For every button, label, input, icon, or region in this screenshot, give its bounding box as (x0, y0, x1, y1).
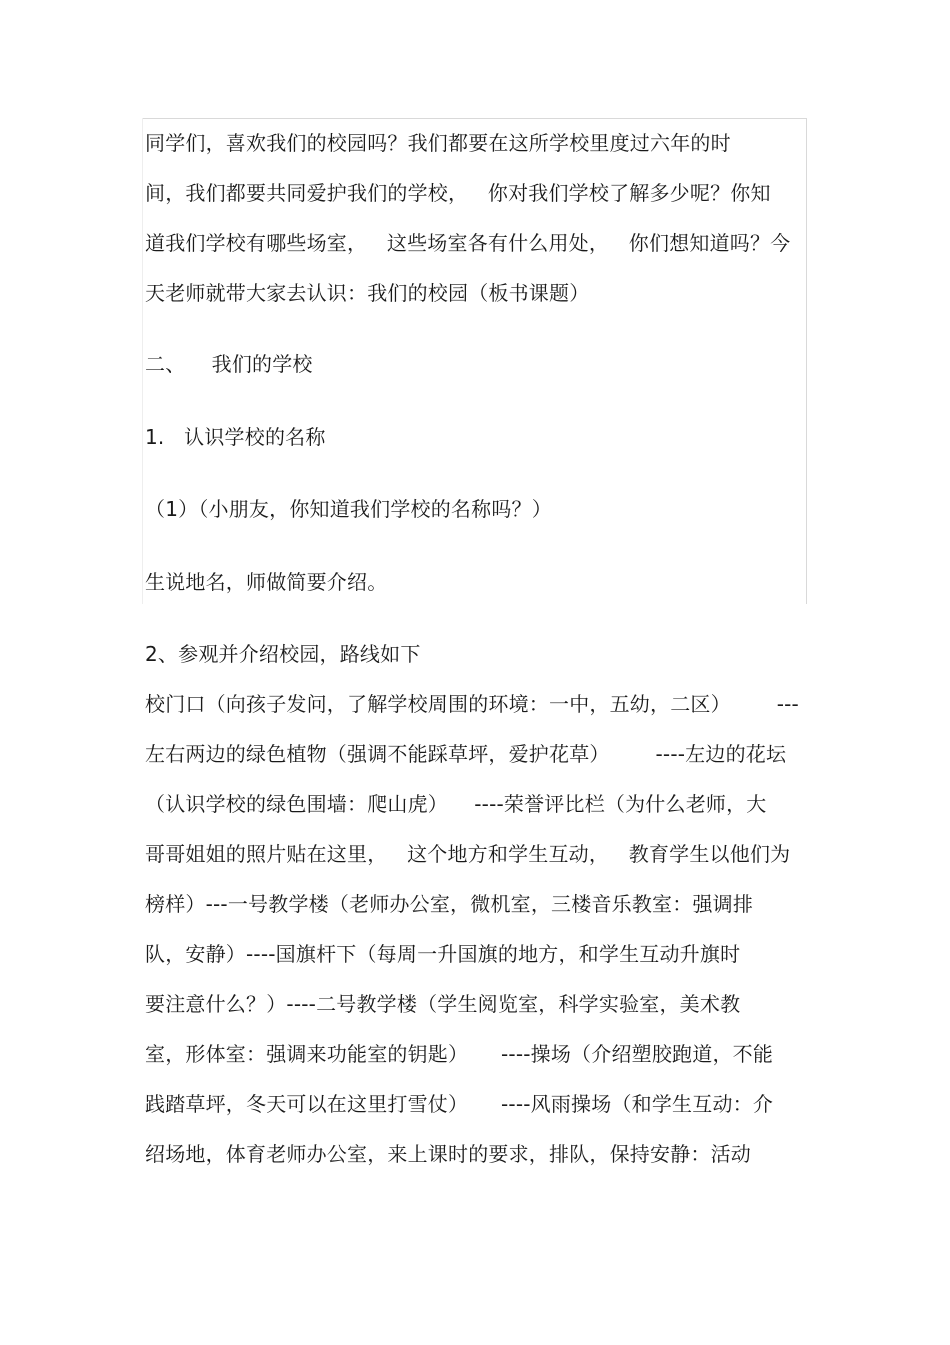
route-line-1: 校门口（向孩子发问，了解学校周围的环境：一中，五幼，二区） --- (145, 692, 799, 716)
section-heading: 二、 我们的学校 (145, 352, 313, 376)
table-border-top (142, 118, 807, 119)
item1-heading: 1. 认识学校的名称 (145, 425, 326, 449)
route-line-7: 要注意什么？）----二号教学楼（学生阅览室，科学实验室，美术教 (145, 992, 741, 1016)
item1-question: （1）（小朋友，你知道我们学校的名称吗？） (145, 497, 552, 521)
route-line-5: 榜样）---一号教学楼（老师办公室，微机室，三楼音乐教室：强调排 (145, 892, 754, 916)
route-line-6: 队，安静）----国旗杆下（每周一升国旗的地方，和学生互动升旗时 (145, 942, 741, 966)
route-line-8: 室，形体室：强调来功能室的钥匙） ----操场（介绍塑胶跑道，不能 (145, 1042, 774, 1066)
route-line-3: （认识学校的绿色围墙：爬山虎） ----荣誉评比栏（为什么老师，大 (145, 792, 767, 816)
item1-answer: 生说地名，师做简要介绍。 (145, 570, 388, 594)
route-line-10: 绍场地，体育老师办公室，来上课时的要求，排队，保持安静：活动 (145, 1142, 751, 1166)
table-border-left (142, 118, 143, 604)
intro-line-1: 同学们，喜欢我们的校园吗？我们都要在这所学校里度过六年的时 (145, 131, 731, 155)
table-border-right (806, 118, 807, 604)
intro-line-4: 天老师就带大家去认识：我们的校园（板书课题） (145, 281, 590, 305)
route-line-9: 践踏草坪，冬天可以在这里打雪仗） ----风雨操场（和学生互动：介 (145, 1092, 774, 1116)
intro-line-3: 道我们学校有哪些场室， 这些场室各有什么用处， 你们想知道吗？今 (145, 231, 791, 255)
intro-line-2: 间，我们都要共同爱护我们的学校， 你对我们学校了解多少呢？你知 (145, 181, 771, 205)
route-line-2: 左右两边的绿色植物（强调不能踩草坪，爱护花草） ----左边的花坛 (145, 742, 787, 766)
item2-heading: 2、参观并介绍校园，路线如下 (145, 642, 421, 666)
route-line-4: 哥哥姐姐的照片贴在这里， 这个地方和学生互动， 教育学生以他们为 (145, 842, 791, 866)
